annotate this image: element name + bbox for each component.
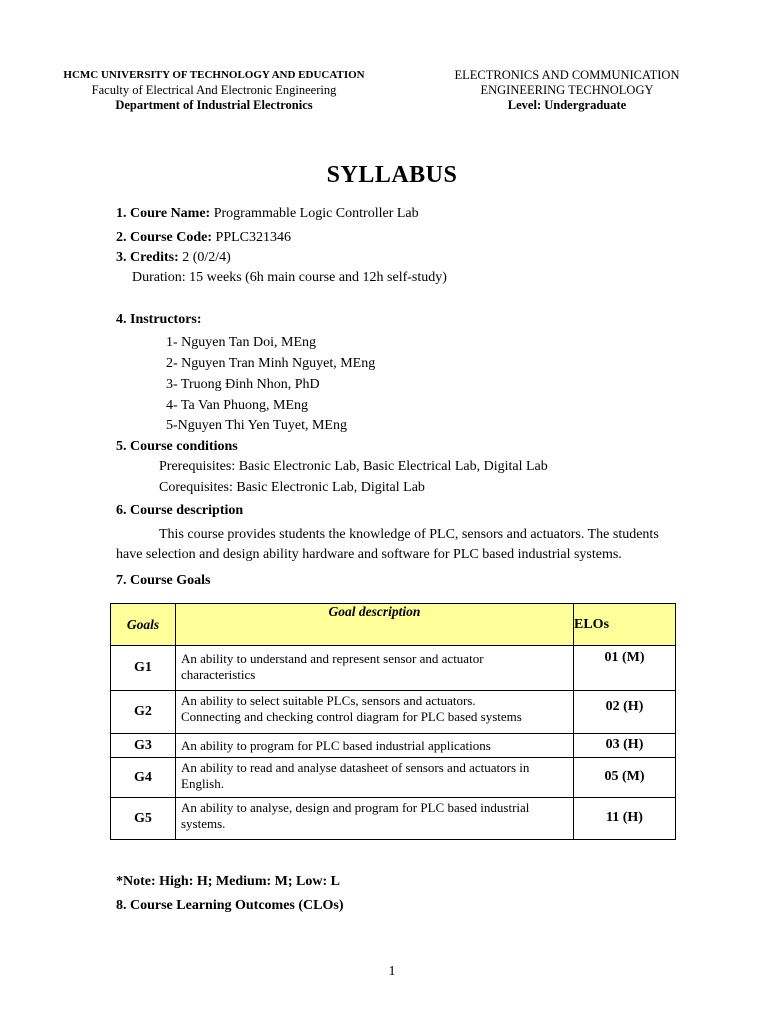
instructors-heading: 4. Instructors: <box>116 312 202 327</box>
col-elos: ELOs <box>574 604 676 646</box>
course-code-label: 2. Course Code: <box>116 230 213 245</box>
instructor-item: 4- Ta Van Phuong, MEng <box>166 398 309 413</box>
goal-id: G4 <box>111 758 176 798</box>
goal-description <box>176 691 574 734</box>
goal-description-line: An ability to select suitable PLCs, sensors and actuators. <box>181 693 476 708</box>
course-name-value: Programmable Logic Controller Lab <box>210 206 419 221</box>
instructor-item: 5-Nguyen Thi Yen Tuyet, MEng <box>166 418 347 433</box>
header-left <box>40 68 388 113</box>
goal-id: G2 <box>111 691 176 734</box>
instructor-item: 3- Truong Đinh Nhon, PhD <box>166 377 320 392</box>
prerequisites: Prerequisites: Basic Electronic Lab, Basic Electrical Lab, Digital Lab <box>159 459 548 474</box>
table-row <box>111 734 676 758</box>
page-title: SYLLABUS <box>326 162 458 188</box>
goal-id: G1 <box>111 646 176 691</box>
level: Level: Undergraduate <box>507 98 627 112</box>
description-line-1: This course provides students the knowledge of PLC, sensors and actuators. The students <box>159 527 659 542</box>
goal-elo: 02 (H) <box>574 691 676 734</box>
goal-description-line: Connecting and checking control diagram for PLC based systems <box>181 709 522 724</box>
goal-description-line: An ability to understand and represent sensor and actuator <box>181 651 484 666</box>
description-heading: 6. Course description <box>116 503 244 518</box>
course-credits-label: 3. Credits: <box>116 250 179 265</box>
course-name <box>116 206 419 222</box>
table-row <box>111 798 676 840</box>
goal-description-line: systems. <box>181 816 226 831</box>
corequisites: Corequisites: Basic Electronic Lab, Digital Lab <box>159 480 425 495</box>
table-row <box>111 691 676 734</box>
course-credits-value: 2 (0/2/4) <box>178 250 231 265</box>
goal-id: G5 <box>111 798 176 840</box>
table-header-row <box>111 604 676 646</box>
goals-table <box>110 603 676 840</box>
col-goals: Goals <box>111 604 176 646</box>
faculty-name: Faculty of Electrical And Electronic Engineering <box>91 83 337 97</box>
header-right <box>438 68 696 113</box>
table-row <box>111 646 676 691</box>
goal-description-line: An ability to program for PLC based industrial applications <box>181 737 491 753</box>
department-name: Department of Industrial Electronics <box>115 98 313 112</box>
description-line-2: have selection and design ability hardware and software for PLC based industrial systems. <box>116 547 622 562</box>
course-code-value: PPLC321346 <box>212 230 292 245</box>
table-row <box>111 758 676 798</box>
goal-elo: 03 (H) <box>574 734 676 758</box>
goals-heading: 7. Course Goals <box>116 573 211 588</box>
goal-description <box>176 734 574 758</box>
conditions-heading: 5. Course conditions <box>116 439 238 454</box>
goal-description <box>176 798 574 840</box>
goal-description <box>176 646 574 691</box>
goal-elo: 05 (M) <box>574 758 676 798</box>
program-line-2: ENGINEERING TECHNOLOGY <box>480 83 654 97</box>
col-goal-description: Goal description <box>176 604 574 646</box>
instructor-item: 2- Nguyen Tran Minh Nguyet, MEng <box>166 356 376 371</box>
page-number: 1 <box>388 964 396 979</box>
course-duration: Duration: 15 weeks (6h main course and 12h self-study) <box>132 270 447 285</box>
goal-description <box>176 758 574 798</box>
goal-id: G3 <box>111 734 176 758</box>
goal-elo: 01 (M) <box>574 646 676 691</box>
goal-description-line: characteristics <box>181 667 256 682</box>
goal-description-line: An ability to analyse, design and program for PLC based industrial <box>181 800 530 815</box>
course-code <box>116 230 291 246</box>
course-credits <box>116 250 231 266</box>
ratings-note: *Note: High: H; Medium: M; Low: L <box>116 874 340 889</box>
university-name: HCMC UNIVERSITY OF TECHNOLOGY AND EDUCATION <box>63 69 365 81</box>
instructor-item: 1- Nguyen Tan Doi, MEng <box>166 335 317 350</box>
goal-elo: 11 (H) <box>574 798 676 840</box>
program-line-1: ELECTRONICS AND COMMUNICATION <box>454 68 680 82</box>
goal-description-line: English. <box>181 776 224 791</box>
clo-heading: 8. Course Learning Outcomes (CLOs) <box>116 898 344 913</box>
course-name-label: 1. Coure Name: <box>116 206 211 221</box>
goal-description-line: An ability to read and analyse datasheet of sensors and actuators in <box>181 760 530 775</box>
